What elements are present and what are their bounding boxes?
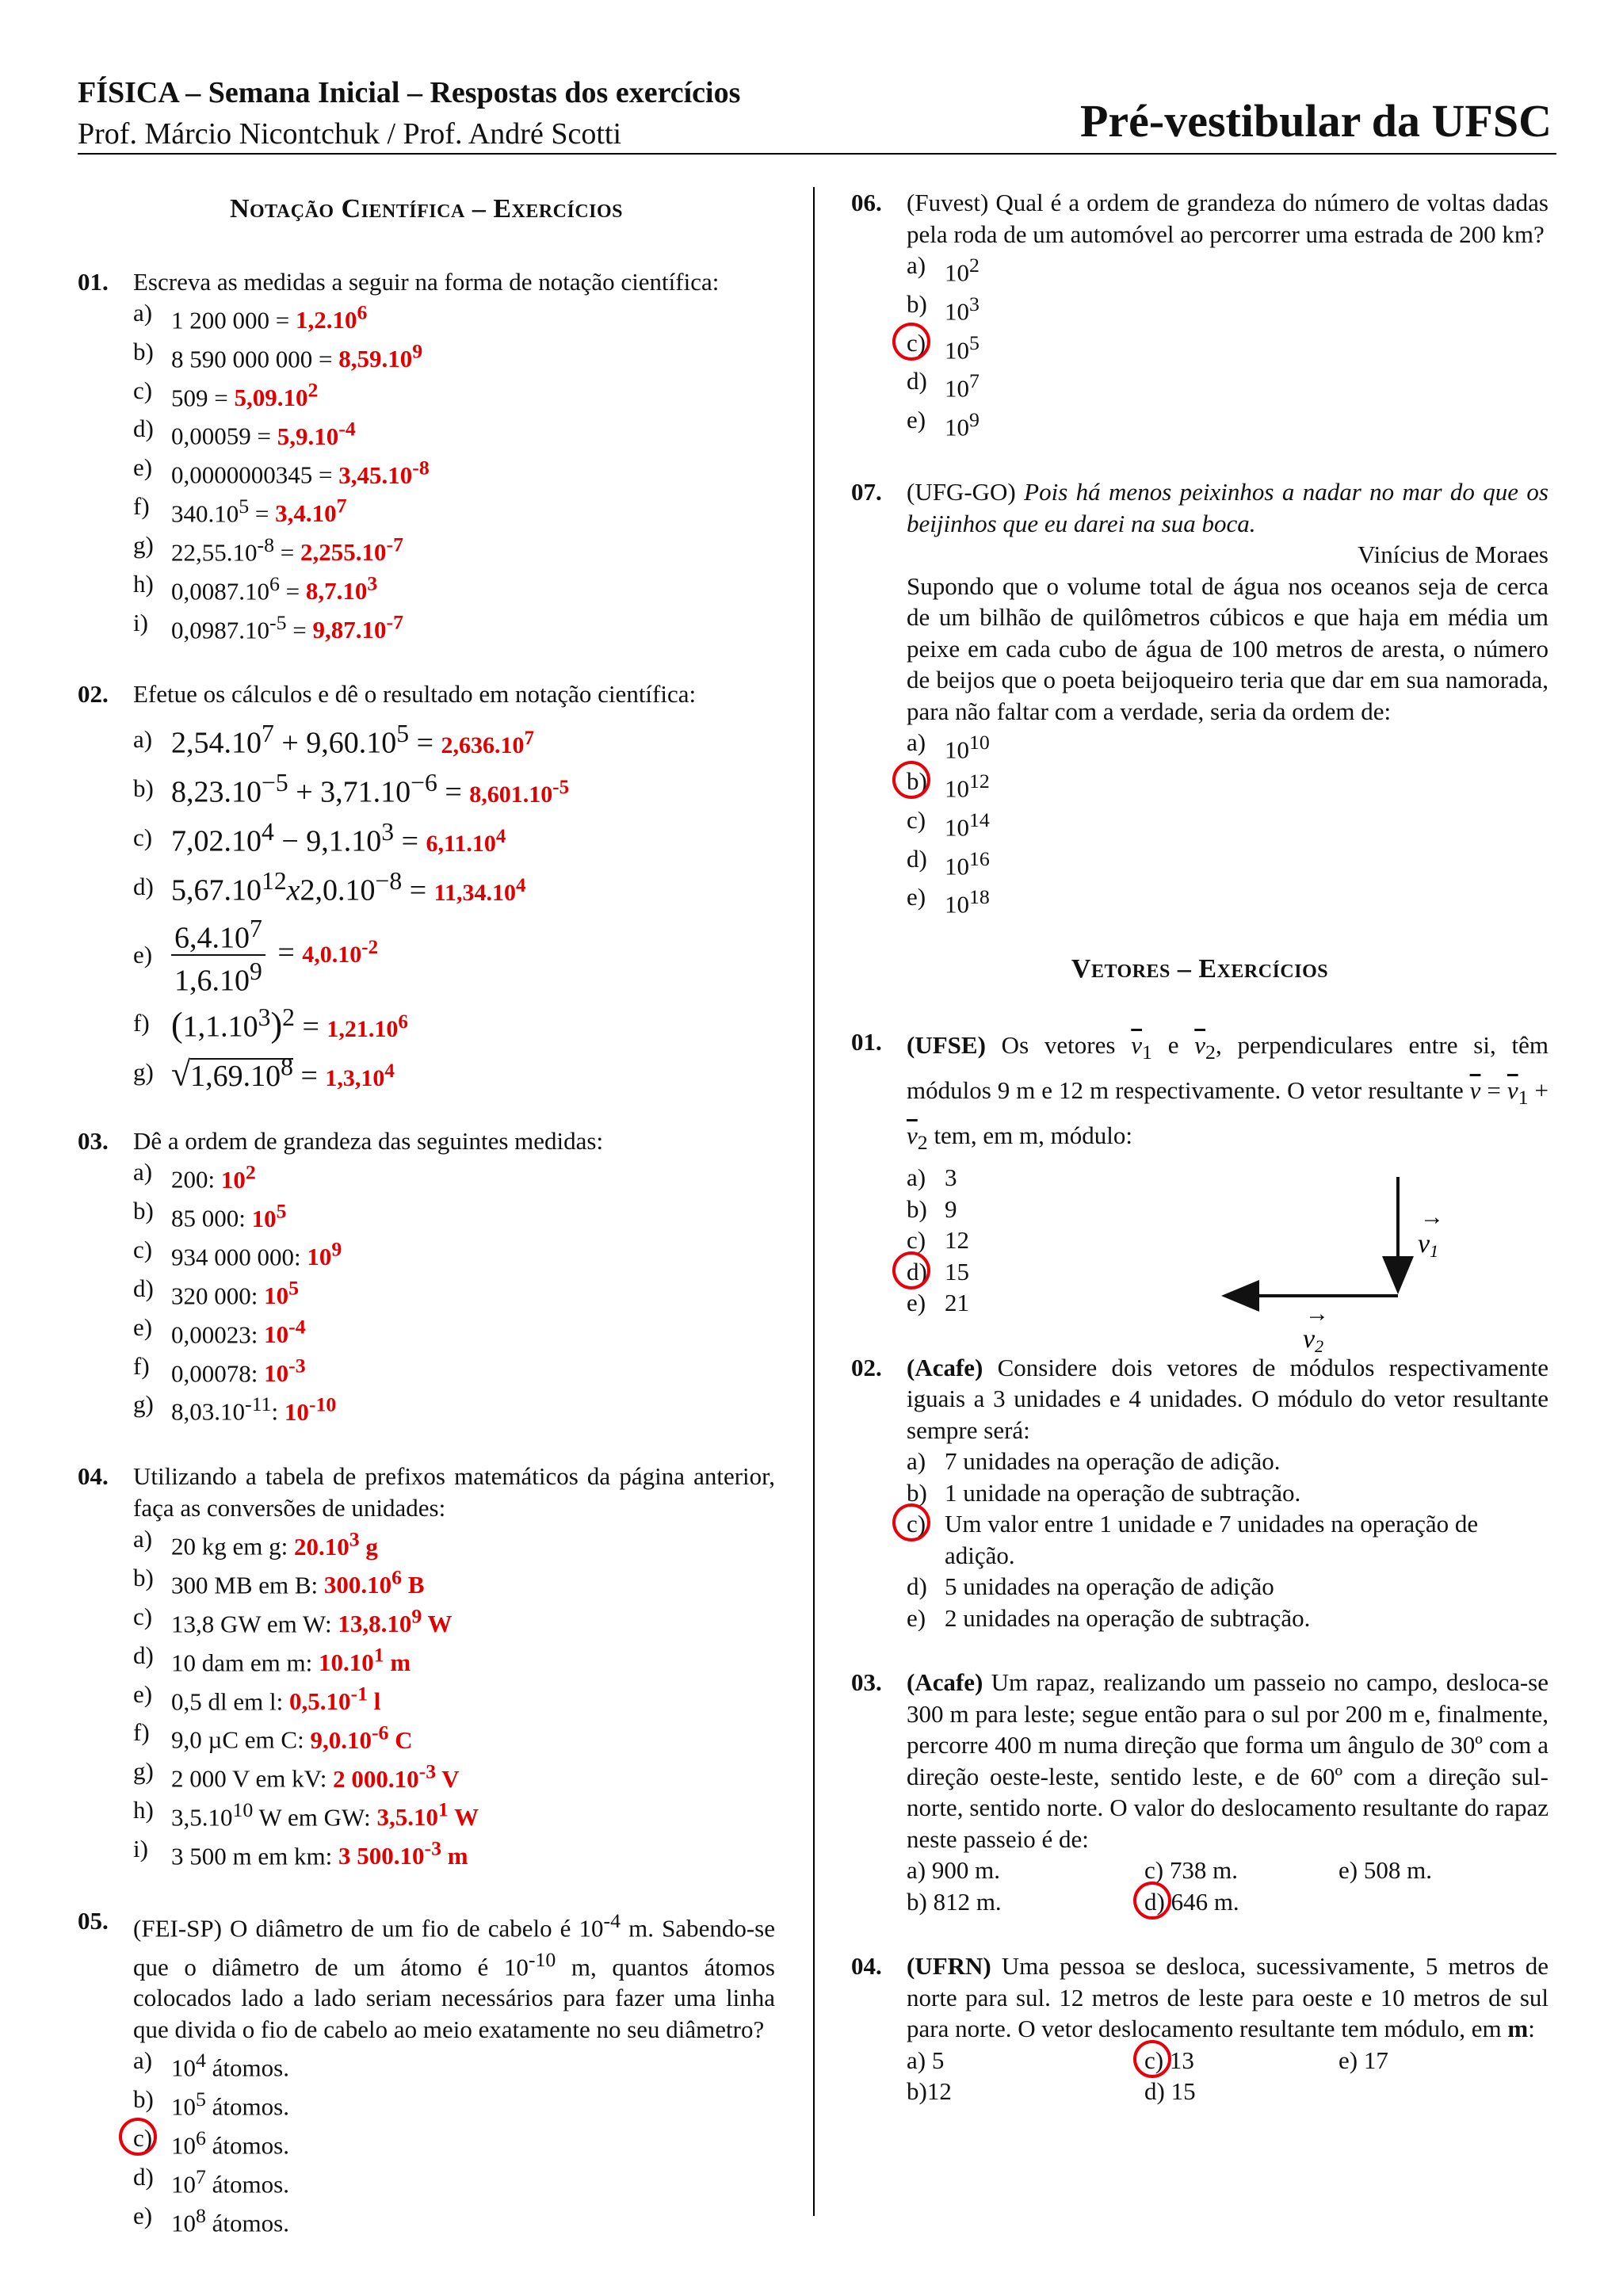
list-item [133,1350,775,1389]
section-title-part-b: Exercícios [1198,954,1329,984]
answer-text: $5,9.10^{-4}$ [277,417,356,450]
question-stem: Escreva as medidas a seguir na forma de notação científica: [133,267,720,296]
item-label: f) [133,492,150,521]
option-a: a) 900 m. [907,1856,1000,1885]
list-item [133,607,775,646]
item-label: d) [133,1641,154,1669]
q06-items [907,250,1549,443]
list-item [133,529,775,568]
item-text: 934 000 000: $10^9$ [171,1238,342,1271]
list-item [907,843,1549,882]
list-item [907,1571,1549,1603]
item-label: b) [907,289,927,318]
answer-text: 5,09.10$^2$ [234,378,319,411]
item-text: 10 dam em m: 10.10$^1$ m [171,1643,411,1677]
item-label: a) [907,728,926,757]
item-label: d) [907,844,927,873]
item-label: a) [133,1158,153,1186]
list-item [133,1794,775,1833]
option-b: b)12 [907,2077,952,2106]
answer-text: $9,0.10^{-6}$ C [310,1721,413,1754]
list-item [133,1273,775,1312]
item-text: 300 MB em B: 300.10$^6$ B [171,1566,425,1599]
answer-text: 300.10$^6$ B [323,1566,425,1599]
item-text: 320 000: $10^5$ [171,1276,300,1310]
item-label: h) [133,569,154,598]
answer-circle [1133,1881,1171,1920]
v03-options [907,1855,1549,1886]
item-label: b) [133,1197,154,1225]
answer-text: $10^{-10}$ [284,1392,337,1426]
q03-items [133,1156,775,1427]
answer-text: 8,7.10$^3$ [305,571,378,606]
answer-text: 13,8.10$^9$ W [338,1604,453,1638]
item-label: d) [907,367,927,395]
item-text: $10^{14}$ [945,808,990,842]
list-item [133,1640,775,1679]
item-text: $10^7$ átomos. [171,2164,289,2199]
item-label: d) [133,2162,154,2191]
list-item [907,881,1549,920]
q05-items [133,2045,775,2238]
question-number: 02. [851,1353,882,1381]
question-stem: Dê a ordem de grandeza das seguintes medidas: [133,1126,604,1155]
vetores-question-04 [851,1950,1549,2107]
answer-text: 20.10$^3$ g [294,1527,378,1561]
item-label: e) [907,883,926,911]
item-text: 5 unidades na operação de adição [945,1572,1274,1601]
item-label: e) [907,406,926,434]
item-label: b) [907,1194,927,1223]
answer-text: 3,4.10$^7$ [275,495,347,528]
item-text: $10^7$ [945,369,980,403]
list-item [133,2084,775,2122]
item-label: a) [907,1447,926,1476]
question-stem: (Fuvest) Qual é a ordem de grandeza do número de voltas dadas pela roda de um automóvel ao percorrer uma estrada de 200 km? [907,189,1549,248]
answer-circle [892,1503,930,1541]
v04-options [907,2076,1549,2107]
item-text: $10^{10}$ [945,731,990,764]
item-text: $509 = 5,09.10^2$ [171,378,319,411]
question-number: 06. [851,189,882,216]
list-item [133,1156,775,1195]
item-label: b) [133,2085,154,2114]
item-text: 0,00023: $10^{-4}$ [171,1315,306,1349]
arrow-accent-icon: → [1305,1300,1329,1327]
question-03 [78,1125,775,1427]
list-item [133,1234,775,1273]
item-label: a) [907,1163,926,1192]
item-label: a) [907,251,926,279]
page-header [78,75,1556,155]
question-stem: Efetue os cálculos e dê o resultado em notação científica: [133,680,697,709]
item-label: d) [133,1274,154,1302]
item-text: 8 590 000 $000 = 8,59.10^9$ [171,339,423,373]
question-stem: Supondo que o volume total de água nos oceanos seja de cerca de um bilhão de quilômetros cúbicos e que haja em média um peixe em cada cubo de água de 100 metros de aresta, o número de beijos que o poeta beijoqueiro teria que dar em sua namorada, para não faltar com a verdade, seria da ordem de: [907,571,1549,725]
item-label: d) [133,415,154,443]
item-text: $340.10^5 = 3,4.10^7$ [171,495,347,528]
item-label: c) [907,1226,926,1255]
answer-circle [892,761,930,799]
item-label: c) [133,1602,153,1630]
v03-options [907,1886,1549,1918]
column-divider [813,187,815,2216]
list-item [133,1312,775,1350]
item-text: 2 000 V em kV: 2 $000.10^{-3}$ V [171,1759,460,1793]
answer-text: $10^9$ [307,1238,342,1271]
item-label: b) [133,1564,154,1592]
item-label: i) [133,608,148,636]
list-item [907,766,1549,804]
item-label: g) [133,1757,154,1786]
question-02 [78,678,775,1097]
item-label: e) [907,1289,926,1317]
item-label: c) [133,2124,153,2153]
answer-text: $10^5$ [251,1199,287,1232]
question-stem: (FEI-SP) O diâmetro de um fio de cabelo é $10^{-4}$ m. Sabendo-se que o diâmetro de um átomo é $10^{-10}$ m, quantos átomos colocados lado a lado seriam necessários para fazer uma linha que divida o fio de cabelo ao meio exatamente no seu diâmetro? [133,1908,775,2043]
item-text: $10^{12}$ [945,769,990,803]
list-item [133,568,775,607]
item-label: e) [133,1679,153,1708]
item-text: $0,0087.10^6 = 8,7.10^3$ [171,571,378,606]
list-item [907,1508,1549,1571]
item-label: a) [133,1525,153,1553]
list-item [133,1833,775,1872]
item-text: 200: $10^2$ [171,1160,256,1194]
item-label: b) [133,337,154,365]
item-text: $22,55.10^{-8} = 2,255.10^{-7}$ [171,533,404,567]
answer-circle [1133,2040,1171,2078]
question-number: 02. [78,680,109,709]
q04-items [133,1523,775,1871]
section-title-dash: – [1170,954,1199,984]
question-01 [78,266,775,646]
question-04 [78,1461,775,1871]
item-label: f) [133,1718,150,1747]
item-label: g) [133,530,154,559]
item-text: 0,5 dl em l: $0,5.10^{-1}$ l [171,1682,381,1715]
vector-v1-label: v1 [1418,1228,1439,1261]
item-text: 20 kg em g: 20.10$^3$ g [171,1527,378,1561]
question-stem: (Acafe) Considere dois vetores de módulos respectivamente iguais a 3 unidades e 4 unidades. O módulo do vetor resultante sempre será: [907,1353,1549,1444]
answer-text: 3 $500.10^{-3}$ m [338,1836,468,1870]
v04-options [907,2045,1549,2076]
item-label: c) [133,376,153,404]
list-item [133,2045,775,2084]
item-text: $0,0987.10^{-5} = 9,87.10^{-7}$ [171,610,404,644]
section-title-part-a: Vetores [1071,954,1170,984]
list-item [133,1601,775,1640]
item-text: 1 unidade na operação de subtração. [945,1478,1301,1507]
list-item [133,413,775,452]
item-text: 2 unidades na operação de subtração. [945,1603,1311,1632]
list-item [133,1679,775,1717]
list-item [133,2161,775,2200]
item-text: 3 [945,1163,957,1192]
item-label: c) [907,328,926,357]
item-label: f) [133,1351,150,1380]
item-label: d) [907,1257,927,1286]
item-text: 21 [945,1289,969,1317]
q02-item-g: g) $√1,69.10^8 = 1,3,10^4$ [133,1052,395,1094]
item-text: $10^9$ [945,408,980,441]
list-item [133,336,775,375]
vetores-question-03 [851,1667,1549,1917]
list-item [133,1562,775,1601]
item-text: 13,8 GW em W: 13,8.10$^9$ W [171,1604,453,1638]
question-number: 03. [851,1668,882,1697]
answer-text: 3,5.10$^1$ W [376,1798,479,1832]
right-column [851,187,1549,2141]
vector-diagram [1200,1177,1461,1367]
item-label: c) [907,1510,926,1538]
arrow-accent-icon: → [1420,1203,1444,1230]
item-label: h) [133,1796,154,1824]
item-text: 3,5.10$^{10}$ W em GW: 3,5.10$^1$ W [171,1798,479,1832]
question-stem: (UFSE) Os vetores $\overline{v}_1$ e $\overline{v}_2$, perpendiculares entre si, têm módulos 9 m e 12 m respectivamente. O vetor resultante $\overline{v} = \overline{v}_1 + \overline{v}_2$ tem, em m, módulo: [907,1030,1549,1155]
header-title: FÍSICA – Semana Inicial – Respostas dos exercícios [78,76,741,109]
option-c: c) 13 [1144,2045,1338,2076]
item-label: b) [907,1478,927,1507]
list-item [133,452,775,491]
item-label: c) [907,805,926,834]
question-07 [851,476,1549,920]
section-title-dash: – [464,194,494,223]
q02-item-a: a) $2,54.10^7 + 9,60.10^5 = 2,636.10^7$ [133,719,535,760]
answer-text: 8,59.10$^9$ [338,339,423,373]
section-title-vetores [851,953,1549,985]
item-label: e) [133,2201,153,2229]
vetores-question-01 [851,1026,1549,1356]
list-item [133,1755,775,1794]
answer-text: $0,5.10^{-1}$ l [288,1682,381,1715]
header-authors: Prof. Márcio Nicontchuk / Prof. André Scotti [78,117,622,151]
answer-text: $10^{-4}$ [264,1315,306,1349]
vetores-question-02 [851,1352,1549,1634]
q02-item-e: e) $\frac{6,4.10^7}{1,6.10^9}$ = $4,0.10^{-2}$ [133,914,379,998]
header-course: Pré-vestibular da UFSC [1079,95,1552,147]
answer-text: 10.10$^1$ m [318,1643,411,1677]
answer-text: $2,255.10^{-7}$ [300,533,404,567]
question-stem: (Acafe) Um rapaz, realizando um passeio no campo, desloca-se 300 m para leste; segue então para o sul por 200 m e, finalmente, percorre 400 m numa direção que forma um ângulo de 30º com a direção oeste-leste, sentido leste, e de 60º com a direção sul-norte, sentido norte. O valor do deslocamento resultante do rapaz neste passeio é de: [907,1668,1549,1853]
item-label: a) [133,2046,153,2075]
answer-text: $3,45.10^{-8}$ [338,456,430,489]
item-text: 15 [945,1257,969,1286]
item-label: e) [133,453,153,482]
item-label: i) [133,1834,148,1862]
answer-text: $10^2$ [220,1160,256,1194]
q07-items [907,727,1549,920]
list-item [133,1389,775,1427]
item-text: 0,00078: $10^{-3}$ [171,1354,306,1387]
quote-author: Vinícius de Moraes [1358,541,1549,569]
item-text: $0,00059 = 5,9.10^{-4}$ [171,417,356,450]
question-number: 04. [851,1952,882,1981]
item-text: $10^5$ [945,330,980,364]
item-text: $10^{18}$ [945,885,990,919]
item-text: $10^4$ átomos. [171,2049,289,2082]
list-item [907,404,1549,443]
item-text: $10^2$ [945,254,980,287]
item-text: $10^8$ átomos. [171,2203,289,2237]
list-item [907,1477,1549,1509]
list-item [907,288,1549,327]
q02-item-f: f) $(1,1.10^3)^2 = 1,21.10^6$ [133,1003,408,1045]
list-item [907,1603,1549,1634]
list-item [133,491,775,529]
question-number: 01. [78,267,109,296]
answer-text: 1,2.10$^6$ [295,301,368,334]
option-d: d) 15 [1144,2077,1196,2106]
question-number: 01. [851,1027,882,1056]
answer-text: 2 $000.10^{-3}$ V [333,1759,460,1793]
item-label: c) [133,1236,153,1264]
vector-v2-label: v2 [1303,1324,1324,1356]
item-text: $8,03.10^{-11}$: $10^{-10}$ [171,1392,337,1426]
q02-item-b: b) $8,23.10^{-5} + 3,71.10^{-6} = 8,601.10^{-5}$ [133,768,570,809]
item-text: 85 000: $10^5$ [171,1199,287,1232]
list-item [133,1195,775,1234]
item-text: 7 unidades na operação de adição. [945,1447,1281,1476]
list-item [133,1523,775,1562]
left-column [78,187,775,2272]
item-text: 1 200 $000 = 1,2.10^6$ [171,301,368,334]
item-text: $10^6$ átomos. [171,2126,289,2160]
option-a: a) 5 [907,2046,945,2074]
list-item [907,250,1549,288]
item-text: $0,0000000345 = 3,45.10^{-8}$ [171,456,430,489]
section-title-part-b: Exercícios [493,194,624,223]
item-text: 12 [945,1226,969,1255]
section-title-part-a: Notação Científica [229,194,465,223]
fraction: $\frac{6,4.10^7}{1,6.10^9}$ [171,913,265,997]
question-number: 07. [851,478,882,506]
item-label: d) [907,1572,927,1601]
item-label: a) [133,299,153,327]
question-quote: (UFG-GO) Pois há menos peixinhos a nadar no mar do que os beijinhos que eu darei na sua boca. [907,478,1549,537]
answer-circle [892,1251,930,1289]
list-item [907,365,1549,404]
question-stem: Utilizando a tabela de prefixos matemáticos da página anterior, faça as conversões de unidades: [133,1462,775,1522]
item-text: 3 500 m em km: 3 $500.10^{-3}$ m [171,1836,468,1870]
answer-text: $10^{-3}$ [264,1354,306,1387]
item-text: Um valor entre 1 unidade e 7 unidades na operação de adição. [945,1510,1479,1569]
question-stem: (UFRN) Uma pessoa se desloca, sucessivamente, 5 metros de norte para sul. 12 metros de leste para oeste e 10 metros de sul para norte. O vetor deslocamento resultante tem módulo, em m: [907,1952,1549,2043]
list-item [133,2122,775,2161]
list-item [133,1717,775,1755]
item-label: g) [133,1390,154,1419]
item-text: $10^3$ [945,292,980,326]
list-item [907,804,1549,843]
answer-circle [892,323,930,361]
section-title-notacao [78,193,775,225]
q02-item-c: c) $7,02.10^4 - 9,1.10^3 = 6,11.10^4$ [133,817,506,858]
q01-items [133,297,775,645]
answer-text: $10^5$ [264,1276,300,1310]
option-e: e) 508 m. [1338,1856,1432,1885]
answer-circle [119,2118,157,2156]
item-text: $10^5$ átomos. [171,2088,289,2121]
question-05 [78,1905,775,2239]
item-text: $10^{16}$ [945,846,990,880]
item-label: e) [133,1312,153,1341]
item-text: 9,0 µC em C: $9,0.10^{-6}$ C [171,1721,413,1754]
list-item [133,2200,775,2239]
list-item [133,375,775,414]
v02-items [907,1446,1549,1633]
question-06 [851,187,1549,443]
option-c: c) 738 m. [1144,1856,1238,1885]
list-item [907,327,1549,366]
list-item [907,1446,1549,1477]
question-number: 03. [78,1126,109,1155]
answer-text: $9,87.10^{-7}$ [312,610,404,644]
question-number: 05. [78,1906,109,1935]
item-label: e) [907,1603,926,1632]
q02-item-d: d) $5,67.10^{12}x2,0.10^{-8} = 11,34.10^4$ [133,866,526,907]
option-b: b) 812 m. [907,1887,1002,1916]
list-item [133,297,775,336]
item-text: 9 [945,1194,957,1223]
option-e: e) 17 [1338,2046,1388,2074]
item-label: b) [907,766,927,795]
question-number: 04. [78,1462,109,1491]
option-d: d) 646 m. [1144,1886,1239,1918]
list-item [907,727,1549,766]
